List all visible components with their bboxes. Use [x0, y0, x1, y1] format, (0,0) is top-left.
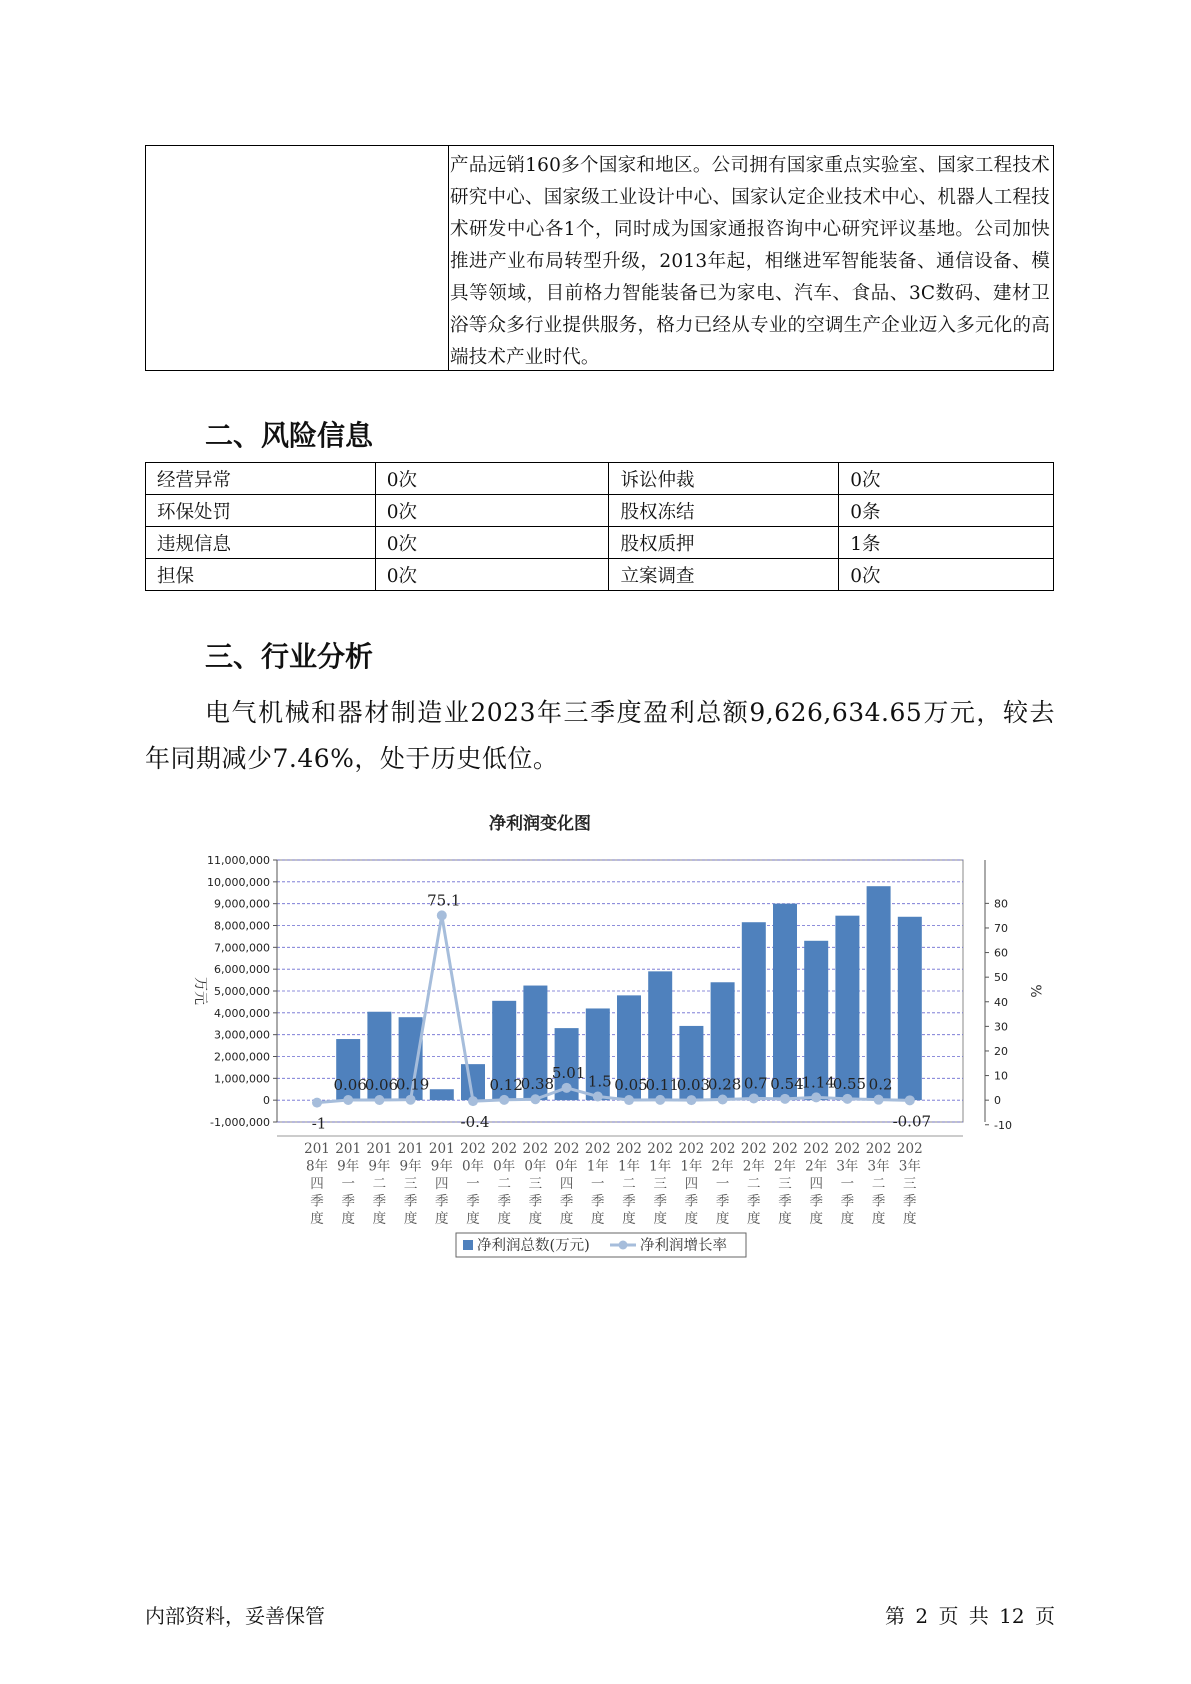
- growth-rate-point: [437, 910, 447, 920]
- growth-rate-data-label: 0.55: [832, 1074, 867, 1093]
- growth-rate-point: [312, 1098, 322, 1108]
- y2-tick-label: 10: [994, 1069, 1008, 1083]
- risk-value: 0条: [839, 495, 1054, 527]
- intro-label-cell: [146, 146, 449, 370]
- risk-value: 0次: [375, 559, 609, 591]
- growth-rate-data-label: 0.05: [614, 1076, 648, 1095]
- y-tick-label: 8,000,000: [214, 919, 270, 933]
- y-tick-label: 6,000,000: [214, 963, 270, 977]
- growth-rate-point: [530, 1094, 540, 1104]
- industry-heading: 三、行业分析: [205, 640, 374, 673]
- net-profit-chart: [180, 803, 1043, 1268]
- risk-label: 诉讼仲裁: [609, 463, 839, 495]
- risk-row: [146, 463, 1054, 495]
- growth-rate-point: [780, 1094, 790, 1104]
- growth-rate-data-label: 0.06: [364, 1076, 399, 1095]
- growth-rate-point: [655, 1095, 665, 1105]
- x-tick-label: 202 2年一季度: [709, 1141, 736, 1227]
- x-tick-label: 202 1年四季度: [678, 1141, 705, 1227]
- y2-tick-label: 50: [994, 971, 1008, 985]
- growth-rate-data-label: -0.4: [460, 1113, 490, 1132]
- x-tick-label: 201 8年四季度: [304, 1141, 330, 1227]
- x-tick-label: 202 0年一季度: [460, 1141, 486, 1227]
- y2-axis-label: %: [1027, 984, 1043, 998]
- growth-rate-data-label: 0.7: [743, 1074, 768, 1093]
- y-tick-label: 5,000,000: [214, 985, 270, 998]
- growth-rate-point: [686, 1095, 696, 1105]
- growth-rate-data-label: 0.06: [333, 1076, 367, 1095]
- y-tick-label: 3,000,000: [214, 1028, 270, 1042]
- x-tick-label: 201 9年一季度: [335, 1141, 362, 1227]
- risk-heading: 二、风险信息: [205, 419, 374, 452]
- x-tick-label: 202 0年四季度: [553, 1141, 580, 1227]
- y2-tick-label: 60: [994, 946, 1008, 960]
- risk-value: 0次: [839, 463, 1054, 495]
- y-tick-label: 2,000,000: [214, 1050, 270, 1064]
- growth-rate-point: [374, 1095, 384, 1105]
- growth-rate-data-label: 0.2: [868, 1075, 893, 1094]
- risk-row: [146, 495, 1054, 527]
- risk-row: [146, 559, 1054, 591]
- y-tick-label: 1,000,000: [214, 1072, 270, 1086]
- growth-rate-data-label: 0.54: [770, 1074, 804, 1093]
- growth-rate-data-label: 0.12: [489, 1075, 523, 1094]
- growth-rate-data-label: 1.14: [801, 1073, 835, 1092]
- x-tick-label: 202 0年二季度: [491, 1141, 518, 1227]
- growth-rate-point: [842, 1094, 852, 1104]
- growth-rate-point: [874, 1095, 884, 1105]
- y-tick-label: 9,000,000: [214, 897, 270, 911]
- risk-label: 违规信息: [146, 527, 376, 559]
- y2-tick-label: 70: [994, 921, 1008, 935]
- bar: [835, 916, 859, 1100]
- risk-value: 1条: [839, 527, 1054, 559]
- y-tick-label: 7,000,000: [214, 941, 270, 955]
- x-tick-label: 202 3年一季度: [834, 1141, 861, 1227]
- y2-tick-label: 40: [994, 995, 1008, 1009]
- risk-label: 经营异常: [146, 463, 376, 495]
- y2-tick-label: 0: [994, 1094, 1001, 1108]
- growth-rate-data-label: 0.28: [707, 1075, 742, 1094]
- growth-rate-point: [468, 1096, 478, 1106]
- bar: [867, 886, 891, 1100]
- bar: [898, 917, 922, 1100]
- y-tick-label: 10,000,000: [207, 875, 270, 889]
- x-tick-label: 202 2年二季度: [740, 1141, 767, 1227]
- growth-rate-data-label: 0.03: [676, 1076, 711, 1095]
- growth-rate-point: [811, 1092, 821, 1102]
- growth-rate-data-label: 75.1: [427, 891, 461, 910]
- x-tick-label: 202 1年二季度: [616, 1141, 642, 1227]
- intro-text: 产品远销160多个国家和地区。公司拥有国家重点实验室、国家工程技术研究中心、国家级工业设计中心、国家认定企业技术中心、机器人工程技术研发中心各1个，同时成为国家通报咨询中心研究评议基地。公司加快推进产业布局转型升级，2013年起，相继进军智能装备、通信设备、模具等领域，目前格力智能装备已为家电、汽车、食品、3C数码、建材卫浴等众多行业提供服务，格力已经从专业的空调生产企业迈入多元化的高端技术产业时代。: [450, 155, 1050, 368]
- growth-rate-data-label: 1.5: [587, 1072, 612, 1091]
- growth-rate-data-label: 0.19: [395, 1075, 430, 1094]
- risk-label: 立案调查: [609, 559, 839, 591]
- x-tick-label: 201 9年四季度: [428, 1141, 455, 1227]
- growth-rate-data-label: 0.38: [520, 1075, 555, 1094]
- growth-rate-point: [406, 1095, 416, 1105]
- bar: [773, 904, 797, 1100]
- growth-rate-point: [905, 1095, 915, 1105]
- company-intro-table: [145, 145, 1054, 371]
- risk-label: 股权冻结: [609, 495, 839, 527]
- risk-value: 0次: [375, 463, 609, 495]
- risk-table: [145, 462, 1054, 591]
- growth-rate-data-label: -1: [311, 1114, 327, 1133]
- y2-tick-label: -10: [994, 1118, 1012, 1132]
- chart-title: 净利润变化图: [489, 814, 591, 834]
- y-tick-label: -1,000,000: [210, 1116, 270, 1129]
- y2-tick-label: 80: [994, 897, 1008, 911]
- x-tick-label: 201 9年二季度: [366, 1141, 393, 1227]
- x-tick-label: 201 9年三季度: [397, 1141, 424, 1227]
- risk-row: [146, 527, 1054, 559]
- legend-bar-swatch: [463, 1240, 473, 1250]
- y2-tick-label: 20: [994, 1044, 1008, 1058]
- industry-paragraph: 电气机械和器材制造业2023年三季度盈利总额9,626,634.65万元，较去年同期减少7.46%，处于历史低位。: [145, 698, 1055, 773]
- x-tick-label: 202 2年四季度: [803, 1141, 830, 1227]
- x-tick-label: 202 0年三季度: [522, 1141, 549, 1227]
- risk-value: 0次: [375, 527, 609, 559]
- y-tick-label: 11,000,000: [207, 854, 270, 867]
- y-axis-label: 万元: [192, 977, 208, 1005]
- growth-rate-point: [343, 1095, 353, 1105]
- y-tick-label: 0: [263, 1094, 270, 1108]
- growth-rate-point: [499, 1095, 509, 1105]
- risk-label: 股权质押: [609, 527, 839, 559]
- bar: [430, 1089, 454, 1100]
- growth-rate-data-label: -0.07: [892, 1112, 932, 1131]
- x-tick-label: 202 1年一季度: [584, 1141, 611, 1227]
- x-tick-label: 202 3年二季度: [865, 1141, 892, 1227]
- footer-page-number: 第 2 页 共 12 页: [885, 1604, 1055, 1628]
- growth-rate-data-label: 0.11: [645, 1075, 679, 1094]
- growth-rate-point: [749, 1093, 759, 1103]
- legend-bar-label: 净利润总数(万元): [477, 1238, 590, 1254]
- risk-value: 0次: [839, 559, 1054, 591]
- growth-rate-point: [593, 1091, 603, 1101]
- y-tick-label: 4,000,000: [214, 1006, 270, 1020]
- legend-line-label: 净利润增长率: [640, 1238, 727, 1254]
- risk-value: 0次: [375, 495, 609, 527]
- x-tick-label: 202 2年三季度: [772, 1141, 798, 1227]
- growth-rate-point: [718, 1094, 728, 1104]
- risk-label: 环保处罚: [146, 495, 376, 527]
- x-tick-label: 202 1年三季度: [647, 1141, 674, 1227]
- risk-label: 担保: [146, 559, 376, 591]
- x-tick-label: 202 3年三季度: [896, 1141, 923, 1227]
- y2-tick-label: 30: [994, 1020, 1008, 1034]
- legend-line-marker: [619, 1241, 628, 1250]
- footer-confidential: 内部资料，妥善保管: [145, 1604, 325, 1628]
- legend: [456, 1233, 746, 1257]
- growth-rate-point: [624, 1095, 634, 1105]
- growth-rate-data-label: 5.01: [551, 1063, 586, 1082]
- growth-rate-point: [562, 1083, 572, 1093]
